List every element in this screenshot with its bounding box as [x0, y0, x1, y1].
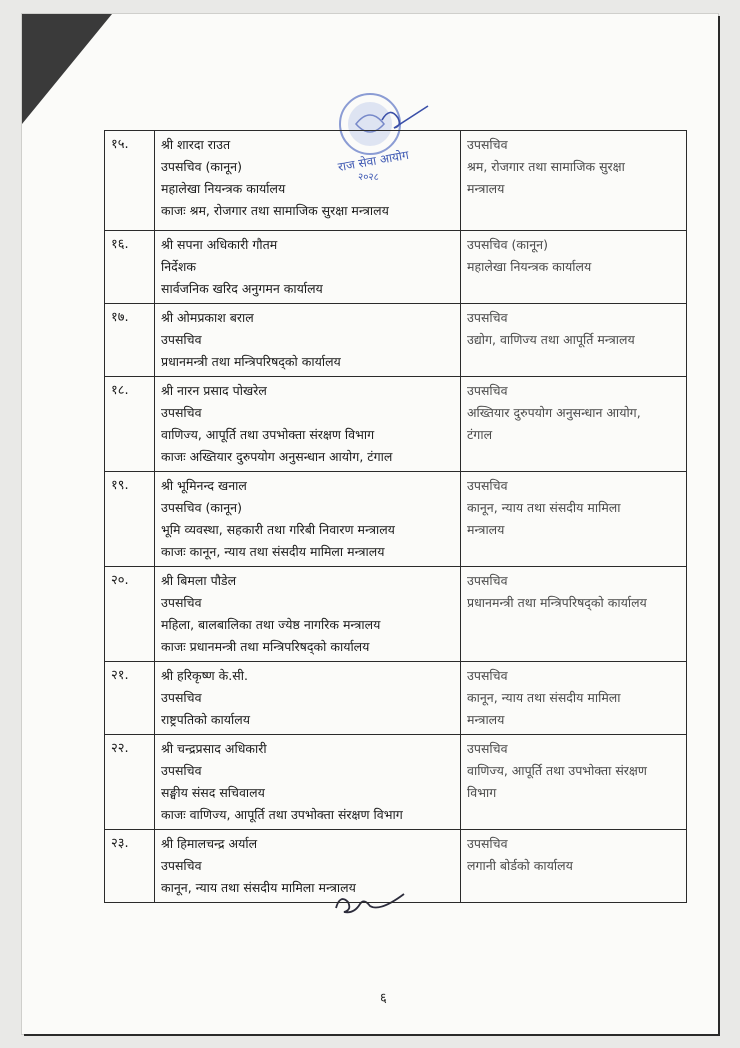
posting-detail-line: लगानी बोर्डको कार्यालय — [467, 858, 573, 873]
officer-details-cell — [155, 304, 461, 377]
posting-detail-line: टंगाल — [467, 427, 493, 442]
officer-detail-line: श्री चन्द्रप्रसाद अधिकारी — [161, 741, 267, 756]
posting-detail-line: वाणिज्य, आपूर्ति तथा उपभोक्ता संरक्षण — [467, 763, 647, 778]
posting-detail-line: कानून, न्याय तथा संसदीय मामिला — [467, 500, 621, 515]
officer-detail-line: महिला, बालबालिका तथा ज्येष्ठ नागरिक मन्त्रालय — [161, 617, 381, 632]
officer-details-cell — [155, 131, 461, 231]
new-posting-cell — [461, 304, 687, 377]
officer-detail-line: श्री शारदा राउत — [161, 137, 231, 152]
new-posting-cell — [461, 472, 687, 567]
officer-detail-line: श्री बिमला पौडेल — [161, 573, 237, 588]
table-row — [105, 830, 687, 903]
serial-number-cell: १७. — [105, 304, 155, 377]
officer-detail-line: उपसचिव — [161, 858, 202, 873]
officer-details-cell — [155, 735, 461, 830]
posting-detail-line: उद्योग, वाणिज्य तथा आपूर्ति मन्त्रालय — [467, 332, 635, 347]
posting-detail-line: उपसचिव — [467, 573, 508, 588]
officer-detail-line: काजः वाणिज्य, आपूर्ति तथा उपभोक्ता संरक्षण विभाग — [161, 807, 403, 822]
officer-details-cell — [155, 377, 461, 472]
new-posting-cell — [461, 567, 687, 662]
officer-details-cell — [155, 662, 461, 735]
officer-detail-line: कानून, न्याय तथा संसदीय मामिला मन्त्रालय — [161, 880, 356, 895]
page-number: ६ — [380, 991, 387, 1006]
new-posting-cell — [461, 131, 687, 231]
officer-detail-line: श्री हरिकृष्ण के.सी. — [161, 668, 248, 683]
new-posting-cell — [461, 231, 687, 304]
officer-detail-line: राष्ट्रपतिको कार्यालय — [161, 712, 250, 727]
new-posting-cell — [461, 662, 687, 735]
posting-detail-line: श्रम, रोजगार तथा सामाजिक सुरक्षा — [467, 159, 625, 174]
serial-number-cell: १६. — [105, 231, 155, 304]
officer-detail-line: प्रधानमन्त्री तथा मन्त्रिपरिषद्को कार्यालय — [161, 354, 341, 369]
officer-details-cell — [155, 472, 461, 567]
new-posting-cell — [461, 830, 687, 903]
posting-detail-line: अख्तियार दुरुपयोग अनुसन्धान आयोग, — [467, 405, 641, 420]
posting-detail-line: प्रधानमन्त्री तथा मन्त्रिपरिषद्को कार्यालय — [467, 595, 647, 610]
officer-detail-line: श्री ओमप्रकाश बराल — [161, 310, 254, 325]
posting-detail-line: उपसचिव — [467, 137, 508, 152]
posting-detail-line: मन्त्रालय — [467, 712, 505, 727]
officer-detail-line: श्री हिमालचन्द्र अर्याल — [161, 836, 258, 851]
officer-detail-line: काजः अख्तियार दुरुपयोग अनुसन्धान आयोग, टंगाल — [161, 449, 393, 464]
officer-detail-line: भूमि व्यवस्था, सहकारी तथा गरिबी निवारण मन्त्रालय — [161, 522, 395, 537]
serial-number-cell: २३. — [105, 830, 155, 903]
officer-detail-line: उपसचिव — [161, 332, 202, 347]
posting-detail-line: उपसचिव (कानून) — [467, 237, 548, 252]
posting-detail-line: महालेखा नियन्त्रक कार्यालय — [467, 259, 592, 274]
officer-detail-line: उपसचिव — [161, 595, 202, 610]
posting-detail-line: उपसचिव — [467, 478, 508, 493]
serial-number-cell: २०. — [105, 567, 155, 662]
table-row — [105, 304, 687, 377]
officer-detail-line: सङ्घीय संसद सचिवालय — [161, 785, 265, 800]
transfer-list-table — [104, 130, 687, 903]
table-row — [105, 662, 687, 735]
officer-detail-line: उपसचिव — [161, 690, 202, 705]
officer-detail-line: उपसचिव — [161, 405, 202, 420]
table-row — [105, 735, 687, 830]
seal-year: २०२८ — [358, 172, 379, 183]
table-row — [105, 131, 687, 231]
officer-detail-line: उपसचिव (कानून) — [161, 159, 242, 174]
posting-detail-line: मन्त्रालय — [467, 522, 505, 537]
officer-detail-line: काजः कानून, न्याय तथा संसदीय मामिला मन्त्रालय — [161, 544, 385, 559]
seal-text: राज सेवा आयोग — [336, 147, 410, 175]
officer-detail-line: सार्वजनिक खरिद अनुगमन कार्यालय — [161, 281, 323, 296]
officer-detail-line: वाणिज्य, आपूर्ति तथा उपभोक्ता संरक्षण विभाग — [161, 427, 375, 442]
posting-detail-line: विभाग — [467, 785, 497, 800]
officer-details-cell — [155, 567, 461, 662]
officer-detail-line: काजः प्रधानमन्त्री तथा मन्त्रिपरिषद्को कार्यालय — [161, 639, 370, 654]
serial-number-cell: १९. — [105, 472, 155, 567]
serial-number-cell: २२. — [105, 735, 155, 830]
table-row — [105, 231, 687, 304]
scan-corner-shadow — [22, 14, 112, 124]
serial-number-cell: १८. — [105, 377, 155, 472]
officer-detail-line: उपसचिव (कानून) — [161, 500, 242, 515]
table-row — [105, 567, 687, 662]
serial-number-cell: १५. — [105, 131, 155, 231]
new-posting-cell — [461, 377, 687, 472]
officer-detail-line: उपसचिव — [161, 763, 202, 778]
officer-detail-line: श्री सपना अधिकारी गौतम — [161, 237, 278, 252]
posting-detail-line: उपसचिव — [467, 310, 508, 325]
posting-detail-line: उपसचिव — [467, 836, 508, 851]
posting-detail-line: कानून, न्याय तथा संसदीय मामिला — [467, 690, 621, 705]
officer-details-cell — [155, 231, 461, 304]
posting-detail-line: उपसचिव — [467, 383, 508, 398]
table-row — [105, 377, 687, 472]
new-posting-cell — [461, 735, 687, 830]
officer-details-cell — [155, 830, 461, 903]
officer-detail-line: श्री नारन प्रसाद पोखरेल — [161, 383, 267, 398]
table-row — [105, 472, 687, 567]
officer-detail-line: महालेखा नियन्त्रक कार्यालय — [161, 181, 286, 196]
posting-detail-line: उपसचिव — [467, 741, 508, 756]
officer-detail-line: श्री भूमिनन्द खनाल — [161, 478, 247, 493]
posting-detail-line: उपसचिव — [467, 668, 508, 683]
serial-number-cell: २१. — [105, 662, 155, 735]
officer-detail-line: काजः श्रम, रोजगार तथा सामाजिक सुरक्षा मन्त्रालय — [161, 203, 389, 218]
officer-detail-line: निर्देशक — [161, 259, 196, 274]
posting-detail-line: मन्त्रालय — [467, 181, 505, 196]
